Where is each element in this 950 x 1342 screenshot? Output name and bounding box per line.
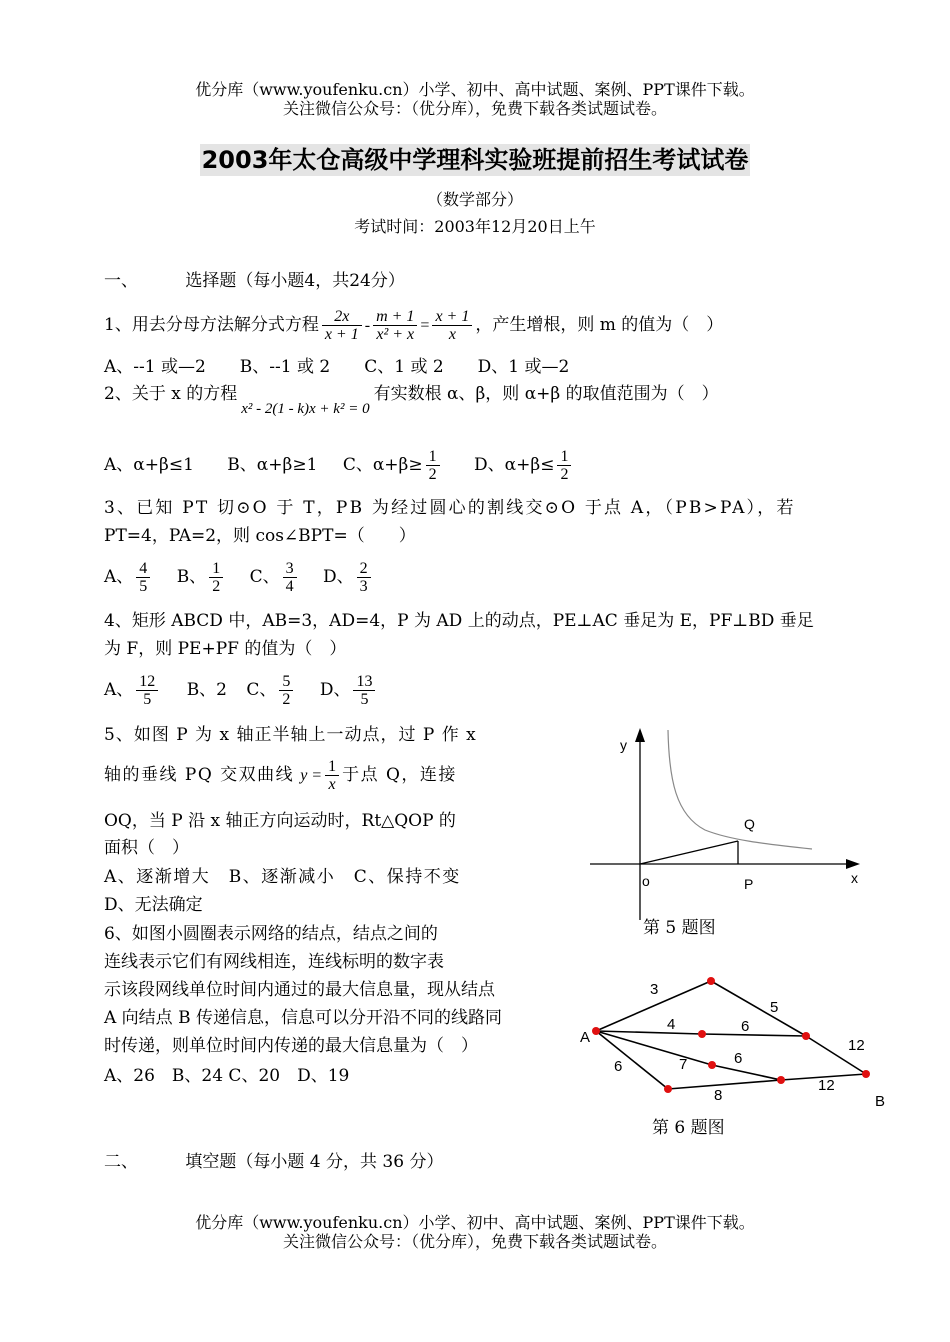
q5-fraction	[325, 758, 339, 793]
fig6-node-bottom	[664, 1085, 672, 1093]
q2-c-numerator: 1	[426, 448, 440, 466]
q4-a-den: 5	[143, 691, 152, 708]
section1-heading	[104, 269, 405, 293]
fig6-edge-bottom-lr	[668, 1080, 781, 1089]
q4-d-num: 13	[353, 673, 375, 691]
fig5-caption: 第 5 题图	[643, 918, 716, 938]
q3-c-num: 3	[283, 560, 297, 578]
q2-option-b: B、α+β≥1	[227, 455, 318, 475]
q1-fraction-2	[373, 308, 417, 343]
exam-time: 考试时间：2003年12月20日上午	[354, 217, 596, 236]
q4-a-fraction	[136, 673, 158, 708]
fig6-label-a: A	[580, 1029, 591, 1046]
q6-text-4: A 向结点 B 传递信息，信息可以分开沿不同的线路同	[104, 1008, 502, 1028]
q1-f3-denominator: x	[448, 326, 456, 343]
q3-c-fraction	[283, 560, 297, 595]
q6-text-1: 6、如图小圆圈表示网络的结点，结点之间的	[104, 924, 438, 944]
q4-text-1: 4、矩形 ABCD 中，AB=3，AD=4，P 为 AD 上的动点，PE⊥AC 垂足为 E，PF⊥BD 垂足	[104, 611, 814, 631]
q1-equals: =	[420, 317, 430, 334]
q4-option-c: C、	[246, 680, 277, 700]
q4-c-fraction	[279, 673, 293, 708]
q3-b-fraction	[209, 560, 223, 595]
q4-option-a: A、	[104, 680, 134, 700]
fig5-x-arrow	[846, 859, 860, 869]
fig6-weight-8: 6	[614, 1058, 623, 1075]
q6-options: A、26 B、24 C、20 D、19	[104, 1066, 350, 1086]
q3-b-den: 2	[212, 578, 221, 595]
fig6-weight-6: 7	[679, 1056, 688, 1073]
q1-minus: -	[364, 317, 371, 334]
q1-suffix: ，产生增根，则 m 的值为（ ）	[475, 315, 724, 335]
q3-text-1: 3、已知 PT 切⊙O 于 T，PB 为经过圆心的割线交⊙O 于点 A，（PB>PA），若	[104, 498, 796, 518]
header-line-1: 优分库（www.youfenku.cn）小学、初中、高中试题、案例、PPT课件下载。	[195, 80, 755, 99]
figure-6	[570, 970, 900, 1115]
page-title	[0, 140, 950, 175]
subtitle: （数学部分）	[426, 190, 523, 209]
q3-d-fraction	[357, 560, 371, 595]
section2-label: 填空题（每小题 4 分，共 36 分）	[185, 1152, 444, 1172]
q6-text-2: 连线表示它们有网线相连，连线标明的数字表	[104, 952, 444, 972]
q5-frac-den: x	[328, 776, 336, 793]
fig6-node-a	[592, 1027, 600, 1035]
fig6-weight-3: 4	[667, 1016, 676, 1033]
fig6-weight-1: 3	[650, 981, 659, 998]
section1-label: 选择题（每小题4，共24分）	[185, 271, 405, 291]
fig6-weight-4: 6	[741, 1018, 750, 1035]
fig6-edge-a-mid	[596, 1031, 702, 1034]
q2-option-d: D、α+β≤	[474, 455, 555, 475]
q2-d-numerator: 1	[557, 448, 571, 466]
fig6-node-lower-right	[777, 1076, 785, 1084]
q5-text-1: 5、如图 P 为 x 轴正半轴上一动点，过 P 作 x	[104, 725, 477, 745]
q4-option-d: D、	[319, 680, 351, 700]
footer-line-2: 关注微信公众号：（优分库），免费下载各类试题试卷。	[282, 1232, 667, 1251]
fig6-node-b	[862, 1070, 870, 1078]
fig6-edge-top-right	[711, 981, 806, 1036]
fig6-node-lower	[708, 1061, 716, 1069]
section2-heading	[104, 1150, 443, 1174]
q1-fraction-3	[432, 308, 472, 343]
figure-5	[580, 720, 880, 950]
q1-f2-numerator: m + 1	[373, 308, 417, 326]
fig6-edge-mid-right	[702, 1034, 806, 1036]
q4-d-den: 5	[360, 691, 369, 708]
fig6-edge-lower-right	[712, 1065, 781, 1080]
q5-text-3: OQ，当 P 沿 x 轴正方向运动时，Rt△QOP 的	[104, 811, 456, 831]
q2-equation: x² - 2(1 - k)x + k² = 0	[241, 401, 370, 417]
fig5-label-y: y	[620, 737, 627, 753]
fig6-edge-a-bottom	[596, 1031, 668, 1089]
footer-line-1: 优分库（www.youfenku.cn）小学、初中、高中试题、案例、PPT课件下载。	[195, 1213, 755, 1232]
fig6-node-right	[802, 1032, 810, 1040]
fig6-caption: 第 6 题图	[652, 1118, 725, 1138]
page-title-text: 2003年太仓高级中学理科实验班提前招生考试试卷	[201, 146, 749, 174]
q4-d-fraction	[353, 673, 375, 708]
header-line-2: 关注微信公众号：（优分库），免费下载各类试题试卷。	[282, 99, 667, 118]
fig5-line-oq	[640, 841, 738, 864]
fig6-node-mid	[698, 1030, 706, 1038]
q5-text-4: 面积（ ）	[104, 838, 189, 858]
fig6-node-top	[707, 977, 715, 985]
fig5-hyperbola	[668, 730, 812, 849]
fig5-label-x: x	[851, 870, 858, 886]
q1-fraction-1	[322, 308, 362, 343]
q3-b-num: 1	[209, 560, 223, 578]
q3-option-d: D、	[323, 567, 354, 587]
q5-text-5: A、逐渐增大 B、逐渐减小 C、保持不变	[104, 867, 461, 887]
q4-option-b: B、2	[186, 680, 227, 700]
q3-text-2: PT=4，PA=2，则 cos∠BPT=（ ）	[104, 526, 416, 546]
q1-f2-denominator: x² + x	[376, 326, 415, 343]
fig5-label-p: P	[744, 876, 754, 892]
q3-option-a: A、	[104, 567, 134, 587]
q5-text-2a: 轴的垂线 PQ 交双曲线	[104, 765, 295, 785]
fig5-label-o: o	[642, 873, 650, 889]
q5-text-2	[104, 752, 457, 799]
q2-option-c: C、α+β≥	[342, 455, 423, 475]
q3-a-den: 5	[139, 578, 148, 595]
q2-option-d-fraction	[557, 448, 571, 483]
q3-options	[104, 554, 374, 600]
q1-f1-denominator: x + 1	[324, 326, 359, 343]
q2-d-denominator: 2	[560, 466, 569, 483]
q5-y-eq: y =	[300, 767, 323, 784]
fig5-label-q: Q	[744, 816, 755, 832]
question-1	[104, 302, 723, 349]
q3-a-num: 4	[136, 560, 150, 578]
q3-c-den: 4	[285, 578, 294, 595]
section1-num: 一、	[104, 271, 138, 291]
fig6-weight-2: 5	[770, 999, 779, 1016]
q6-text-3: 示该段网线单位时间内通过的最大信息量，现从结点	[104, 980, 495, 1000]
q5-text-2b: 于点 Q，连接	[342, 765, 457, 785]
fig6-weight-10: 8	[714, 1087, 723, 1104]
fig6-weight-9: 12	[818, 1077, 835, 1094]
q2-options	[104, 442, 574, 488]
fig6-weight-5: 12	[848, 1037, 865, 1054]
q1-f1-numerator: 2x	[322, 308, 362, 326]
q2-option-c-fraction	[426, 448, 440, 483]
q3-d-num: 2	[357, 560, 371, 578]
q4-c-num: 5	[279, 673, 293, 691]
q4-c-den: 2	[282, 691, 291, 708]
q1-prefix: 1、用去分母方法解分式方程	[104, 315, 319, 335]
question-2	[104, 382, 719, 417]
q4-a-num: 12	[136, 673, 158, 691]
q2-prefix: 2、关于 x 的方程	[104, 384, 238, 404]
q5-text-6: D、无法确定	[104, 895, 203, 915]
fig5-y-arrow	[635, 728, 645, 742]
q1-options: A、--1 或—2 B、--1 或 2 C、1 或 2 D、1 或—2	[104, 357, 570, 377]
fig6-label-b: B	[875, 1093, 886, 1110]
q4-options	[104, 667, 378, 713]
q2-option-a: A、α+β≤1	[104, 455, 194, 475]
q3-option-c: C、	[249, 567, 280, 587]
q1-f3-numerator: x + 1	[432, 308, 472, 326]
q3-a-fraction	[136, 560, 150, 595]
q2-suffix: 有实数根 α、β，则 α+β 的取值范围为（ ）	[373, 384, 719, 404]
q6-text-5: 时传递，则单位时间内传递的最大信息量为（ ）	[104, 1036, 478, 1056]
q2-c-denominator: 2	[428, 466, 437, 483]
section2-num: 二、	[104, 1152, 138, 1172]
q3-option-b: B、	[176, 567, 207, 587]
q4-text-2: 为 F，则 PE+PF 的值为（ ）	[104, 639, 347, 659]
q5-frac-num: 1	[325, 758, 339, 776]
q3-d-den: 3	[359, 578, 368, 595]
fig6-weight-7: 6	[734, 1050, 743, 1067]
